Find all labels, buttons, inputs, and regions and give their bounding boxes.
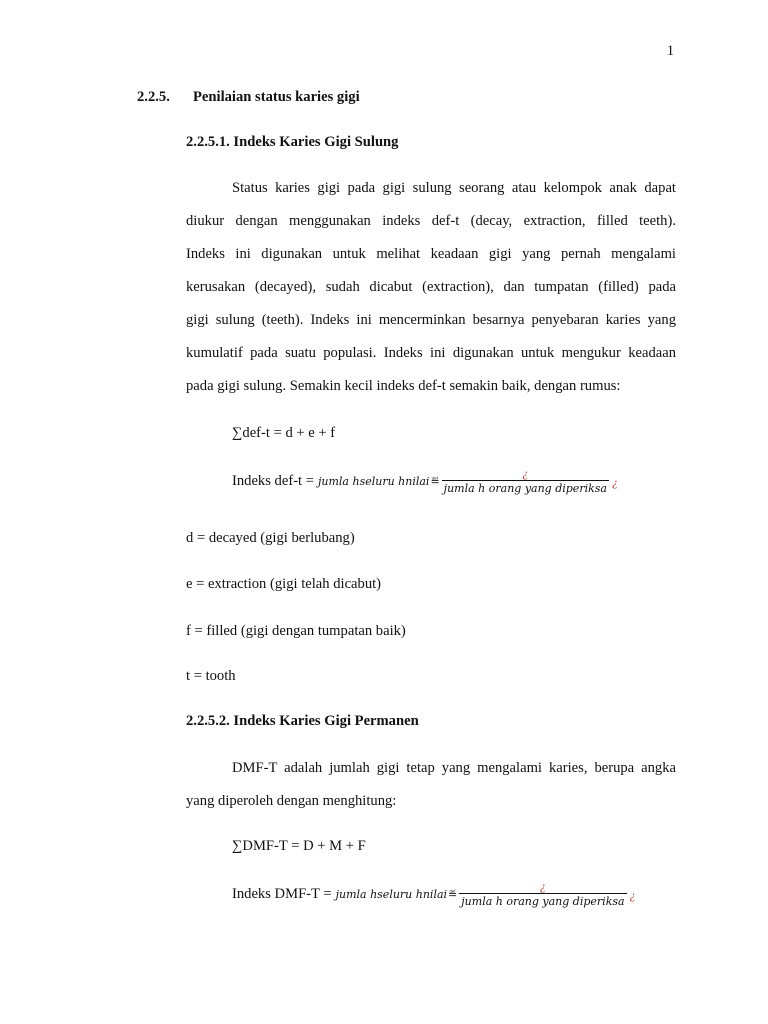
paragraph-line: kerusakan (decayed), sudah dicabut (extraction), dan tumpatan (filled) pada (186, 279, 676, 295)
paragraph-line: diukur dengan menggunakan indeks def-t (decay, extraction, filled teeth). (186, 213, 676, 229)
definition-t: t = tooth (186, 668, 236, 684)
paragraph-line: kumulatif pada suatu populasi. Indeks ini digunakan untuk mengukur keadaan (186, 345, 676, 361)
subsection-heading-permanen: 2.2.5.2. Indeks Karies Gigi Permanen (186, 713, 419, 729)
paragraph-line: gigi sulung (teeth). Indeks ini mencerminkan besarnya penyebaran karies yang (186, 312, 676, 328)
paragraph-sulung (186, 172, 676, 403)
fraction-numerator-mark: ¿ (539, 879, 546, 893)
paragraph-line: yang diperoleh dengan menghitung: (186, 793, 397, 809)
definition-e: e = extraction (gigi telah dicabut) (186, 576, 382, 592)
definition-d: d = decayed (gigi berlubang) (186, 530, 355, 546)
paragraph-line: DMF-T adalah jumlah gigi tetap yang mengalami karies, berupa angka (232, 760, 676, 776)
sum-formula-def-t: ∑def-t = d + e + f (232, 425, 336, 441)
index-label: Indeks DMF-T = (232, 885, 332, 902)
index-numerator-text: jumla hseluru hnilai (317, 474, 430, 488)
paragraph-line: Indeks ini digunakan untuk melihat keadaan gigi yang pernah mengalami (186, 246, 676, 262)
sum-formula-dmf-t: ∑DMF-T = D + M + F (232, 838, 366, 854)
defined-as-symbol: ≝ (430, 475, 440, 488)
section-number: 2.2.5. (137, 89, 170, 105)
index-formula-def-t (232, 466, 618, 496)
paragraph-permanen (186, 752, 676, 818)
defined-as-symbol: ≝ (448, 888, 458, 901)
index-formula-dmf-t (232, 879, 636, 909)
fraction-denominator: jumla h orang yang diperiksa (461, 895, 625, 908)
definition-f: f = filled (gigi dengan tumpatan baik) (186, 623, 406, 639)
index-numerator-text: jumla hseluru hnilai (335, 887, 448, 901)
index-fraction (459, 879, 626, 909)
subsection-heading-sulung: 2.2.5.1. Indeks Karies Gigi Sulung (186, 134, 399, 150)
trailing-mark: ¿ (611, 474, 618, 489)
paragraph-line: pada gigi sulung. Semakin kecil indeks def-t semakin baik, dengan rumus: (186, 378, 621, 394)
trailing-mark: ¿ (629, 887, 636, 902)
paragraph-line: Status karies gigi pada gigi sulung seorang atau kelompok anak dapat (232, 180, 676, 196)
index-label: Indeks def-t = (232, 472, 314, 489)
fraction-numerator-mark: ¿ (522, 466, 529, 480)
section-title: Penilaian status karies gigi (193, 89, 360, 105)
fraction-denominator: jumla h orang yang diperiksa (443, 482, 607, 495)
index-fraction (442, 466, 609, 496)
page-number: 1 (666, 43, 674, 59)
